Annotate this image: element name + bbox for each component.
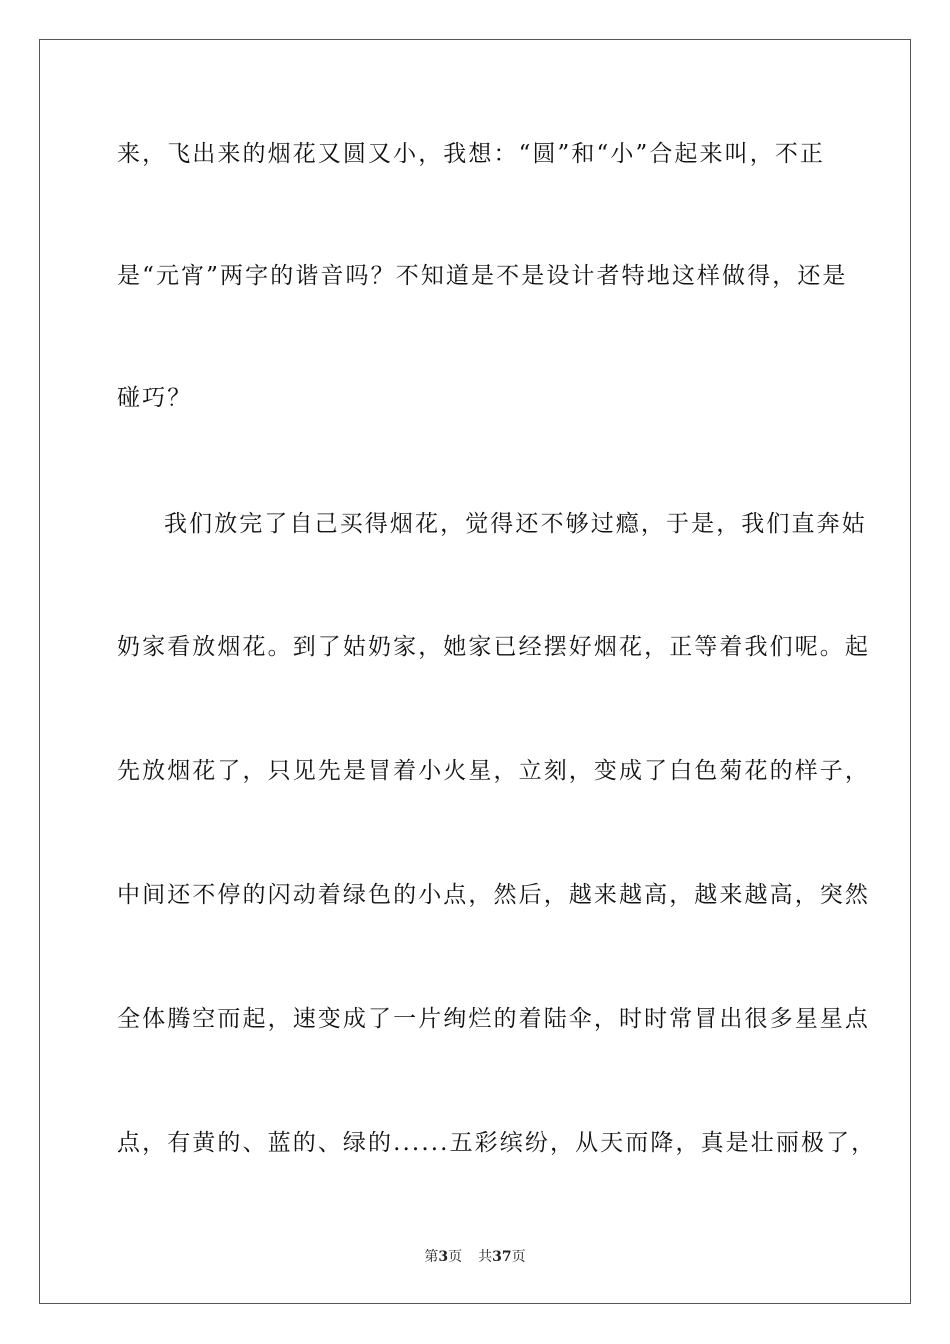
text-line-2: 是“元宵”两字的谐音吗？不知道是不是设计者特地这样做得，还是 bbox=[117, 263, 848, 289]
footer-total-prefix: 共 bbox=[478, 1249, 493, 1265]
text-line-9: 点，有黄的、蓝的、绿的......五彩缤纷，从天而降，真是壮丽极了， bbox=[117, 1130, 877, 1156]
page-border bbox=[39, 39, 911, 1304]
text-line-3: 碰巧？ bbox=[117, 385, 193, 411]
text-line-4: 我们放完了自己买得烟花，觉得还不够过瘾，于是，我们直奔姑 bbox=[164, 511, 867, 537]
text-line-6: 先放烟花了，只见先是冒着小火星，立刻，变成了白色菊花的样子， bbox=[117, 758, 870, 784]
footer-page-current: 3 bbox=[438, 1249, 449, 1265]
footer-page-prefix: 第 bbox=[424, 1249, 439, 1265]
text-line-7: 中间还不停的闪动着绿色的小点，然后，越来越高，越来越高，突然 bbox=[117, 882, 870, 908]
text-line-8: 全体腾空而起，速变成了一片绚烂的着陆伞，时时常冒出很多星星点 bbox=[117, 1006, 870, 1032]
footer-page-suffix: 页 bbox=[448, 1249, 463, 1265]
text-line-5: 奶家看放烟花。到了姑奶家，她家已经摆好烟花，正等着我们呢。起 bbox=[117, 634, 870, 660]
text-line-1: 来，飞出来的烟花又圆又小，我想：“圆”和“小”合起来叫，不正 bbox=[117, 141, 826, 167]
page-footer bbox=[0, 1248, 950, 1266]
footer-total-suffix: 页 bbox=[511, 1249, 526, 1265]
footer-page-total: 37 bbox=[492, 1249, 512, 1265]
